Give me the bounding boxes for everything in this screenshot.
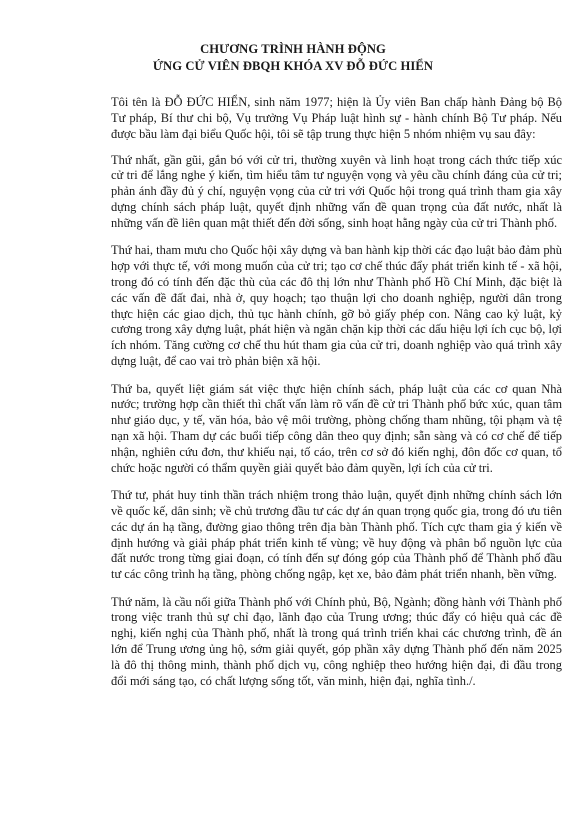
document-title: CHƯƠNG TRÌNH HÀNH ĐỘNG [200,42,386,56]
paragraph-task-3: Thứ ba, quyết liệt giám sát việc thực hiện chính sách, pháp luật của các cơ quan Nhà nước; trường hợp cần thiết thì chất vấn làm rõ vấn đề cử tri Thành phố bức xúc, quan tâm như giáo dục, y tế, văn hóa, bảo vệ môi trường, phòng chống tham nhũng, tội phạm và tệ nạn xã hội. Tham dự các buổi tiếp công dân theo quy định; sẵn sàng và có cơ chế để tiếp nhận, nghiên cứu đơn, thư khiếu nại, tố cáo, trên cơ sở đó kiến nghị, đôn đốc cơ quan, tổ chức hoặc người có thẩm quyền giải quyết bảo đảm quyền, lợi ích của cử tri. [111,381,562,475]
document-body [111,95,562,701]
paragraph-task-2: Thứ hai, tham mưu cho Quốc hội xây dựng và ban hành kịp thời các đạo luật bảo đảm phù hợp với thực tế, với mong muốn của cử tri; tạo cơ chế thúc đẩy phát triển kinh tế - xã hội, trong đó có tính đến đặc thù của các đô thị lớn như Thành phố Hồ Chí Minh, đặc biệt là các vấn đề đất đai, nhà ở, quy hoạch; tạo thuận lợi cho doanh nghiệp, người dân trong thực hiện các giao dịch, thủ tục hành chính, gỡ bỏ giấy phép con. Nâng cao kỷ luật, kỷ cương trong xây dựng luật, phát hiện và ngăn chặn kịp thời các dấu hiệu lợi ích cục bộ, lợi ích nhóm. Tăng cường cơ chế thu hút tham gia của cử tri, doanh nghiệp vào quá trình xây dựng luật, để cao vai trò phản biện xã hội. [111,243,562,369]
paragraph-task-4: Thứ tư, phát huy tinh thần trách nhiệm trong thảo luận, quyết định những chính sách lớn về quốc kế, dân sinh; về chủ trương đầu tư các dự án quan trọng quốc gia, trong đó ưu tiên các dự án hạ tầng, đường giao thông trên địa bàn Thành phố. Tích cực tham gia ý kiến về định hướng và giải pháp phát triển kinh tế vùng; về huy động và phân bổ nguồn lực của đất nước trong từng giai đoạn, có tính đến sự đóng góp của Thành phố để Thành phố đầu tư các công trình hạ tầng, phòng chống ngập, kẹt xe, bảo đảm phát triển nhanh, bền vững. [111,488,562,582]
paragraph-task-5: Thứ năm, là cầu nối giữa Thành phố với Chính phủ, Bộ, Ngành; đồng hành với Thành phố trong việc tranh thủ sự chỉ đạo, lãnh đạo của Trung ương; thúc đẩy có hiệu quả các đề nghị, kiến nghị của Thành phố, nhất là trong quá trình triển khai các chương trình, đề án lớn để Trung ương ủng hộ, sớm giải quyết, góp phần xây dựng Thành phố đến năm 2025 là đô thị thông minh, thành phố dịch vụ, công nghiệp theo hướng hiện đại, đi đầu trong đổi mới sáng tạo, có chất lượng sống tốt, văn minh, hiện đại, nghĩa tình./. [111,594,562,688]
paragraph-task-1: Thứ nhất, gần gũi, gắn bó với cử tri, thường xuyên và linh hoạt trong cách thức tiếp xúc cử tri để lắng nghe ý kiến, tìm hiểu tâm tư nguyện vọng và yêu cầu chính đáng của cử tri; phản ánh đầy đủ ý chí, nguyện vọng của cử tri với Quốc hội trong quá trình tham gia xây dựng chính sách pháp luật, quyết định những vấn đề quan trọng của đất nước, nhất là những vấn đề liên quan mật thiết đến đời sống, sinh hoạt hằng ngày của cử tri Thành phố. [111,152,562,230]
paragraph-intro: Tôi tên là ĐỖ ĐỨC HIỂN, sinh năm 1977; hiện là Ủy viên Ban chấp hành Đảng bộ Bộ Tư pháp, Bí thư chi bộ, Vụ trưởng Vụ Pháp luật hình sự - hành chính Bộ Tư pháp. Nếu được bầu làm đại biểu Quốc hội, tôi sẽ tập trung thực hiện 5 nhóm nhiệm vụ sau đây: [111,95,562,141]
document-subtitle: ỨNG CỬ VIÊN ĐBQH KHÓA XV ĐỖ ĐỨC HIỂN [152,59,434,73]
